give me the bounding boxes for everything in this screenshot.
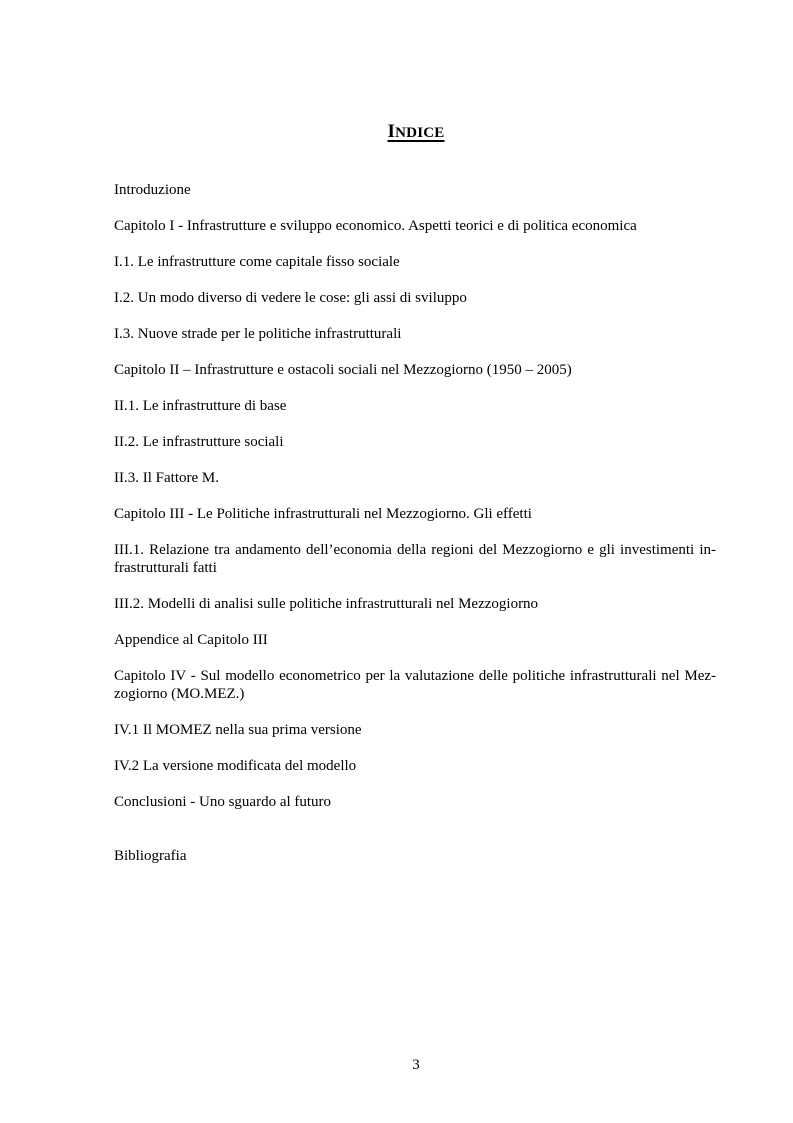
- toc-entry-section-4-2: IV.2 La versione modificata del modello: [114, 758, 357, 774]
- toc-entry-capitolo-4: Capitolo IV - Sul modello econometrico per la valutazione delle politiche infrastrutturali nel Mez-zogiorno (MO.MEZ.): [114, 668, 716, 702]
- toc-entry-capitolo-3: Capitolo III - Le Politiche infrastrutturali nel Mezzogiorno. Gli effetti: [114, 506, 532, 522]
- toc-entry-capitolo-1: Capitolo I - Infrastrutture e sviluppo economico. Aspetti teorici e di politica economica: [114, 218, 637, 234]
- toc-entry-section-2-1: II.1. Le infrastrutture di base: [114, 398, 287, 414]
- page-title-rest: NDICE: [395, 125, 445, 141]
- toc-entry-section-1-3: I.3. Nuove strade per le politiche infrastrutturali: [114, 326, 402, 342]
- toc-entry-introduzione: Introduzione: [114, 182, 191, 198]
- page-number: 3: [412, 1057, 420, 1073]
- page-title-initial: I: [387, 121, 396, 142]
- toc-entry-conclusioni: Conclusioni - Uno sguardo al futuro: [114, 794, 332, 810]
- toc-entry-section-2-2: II.2. Le infrastrutture sociali: [114, 434, 284, 450]
- toc-entry-appendice: Appendice al Capitolo III: [114, 632, 268, 648]
- toc-entry-section-3-2: III.2. Modelli di analisi sulle politiche infrastrutturali nel Mezzogiorno: [114, 596, 539, 612]
- toc-entry-capitolo-2: Capitolo II – Infrastrutture e ostacoli sociali nel Mezzogiorno (1950 – 2005): [114, 362, 572, 378]
- toc-entry-section-2-3: II.3. Il Fattore M.: [114, 470, 219, 486]
- toc-entry-section-1-2: I.2. Un modo diverso di vedere le cose: gli assi di sviluppo: [114, 290, 467, 306]
- toc-entry-section-4-1: IV.1 Il MOMEZ nella sua prima versione: [114, 722, 362, 738]
- toc-entry-section-1-1: I.1. Le infrastrutture come capitale fisso sociale: [114, 254, 400, 270]
- toc-entry-bibliografia: Bibliografia: [114, 848, 187, 864]
- page-title: [0, 121, 793, 143]
- toc-entry-section-3-1: III.1. Relazione tra andamento dell’economia della regioni del Mezzogiorno e gli investimenti in-frastrutturali fatti: [114, 542, 716, 576]
